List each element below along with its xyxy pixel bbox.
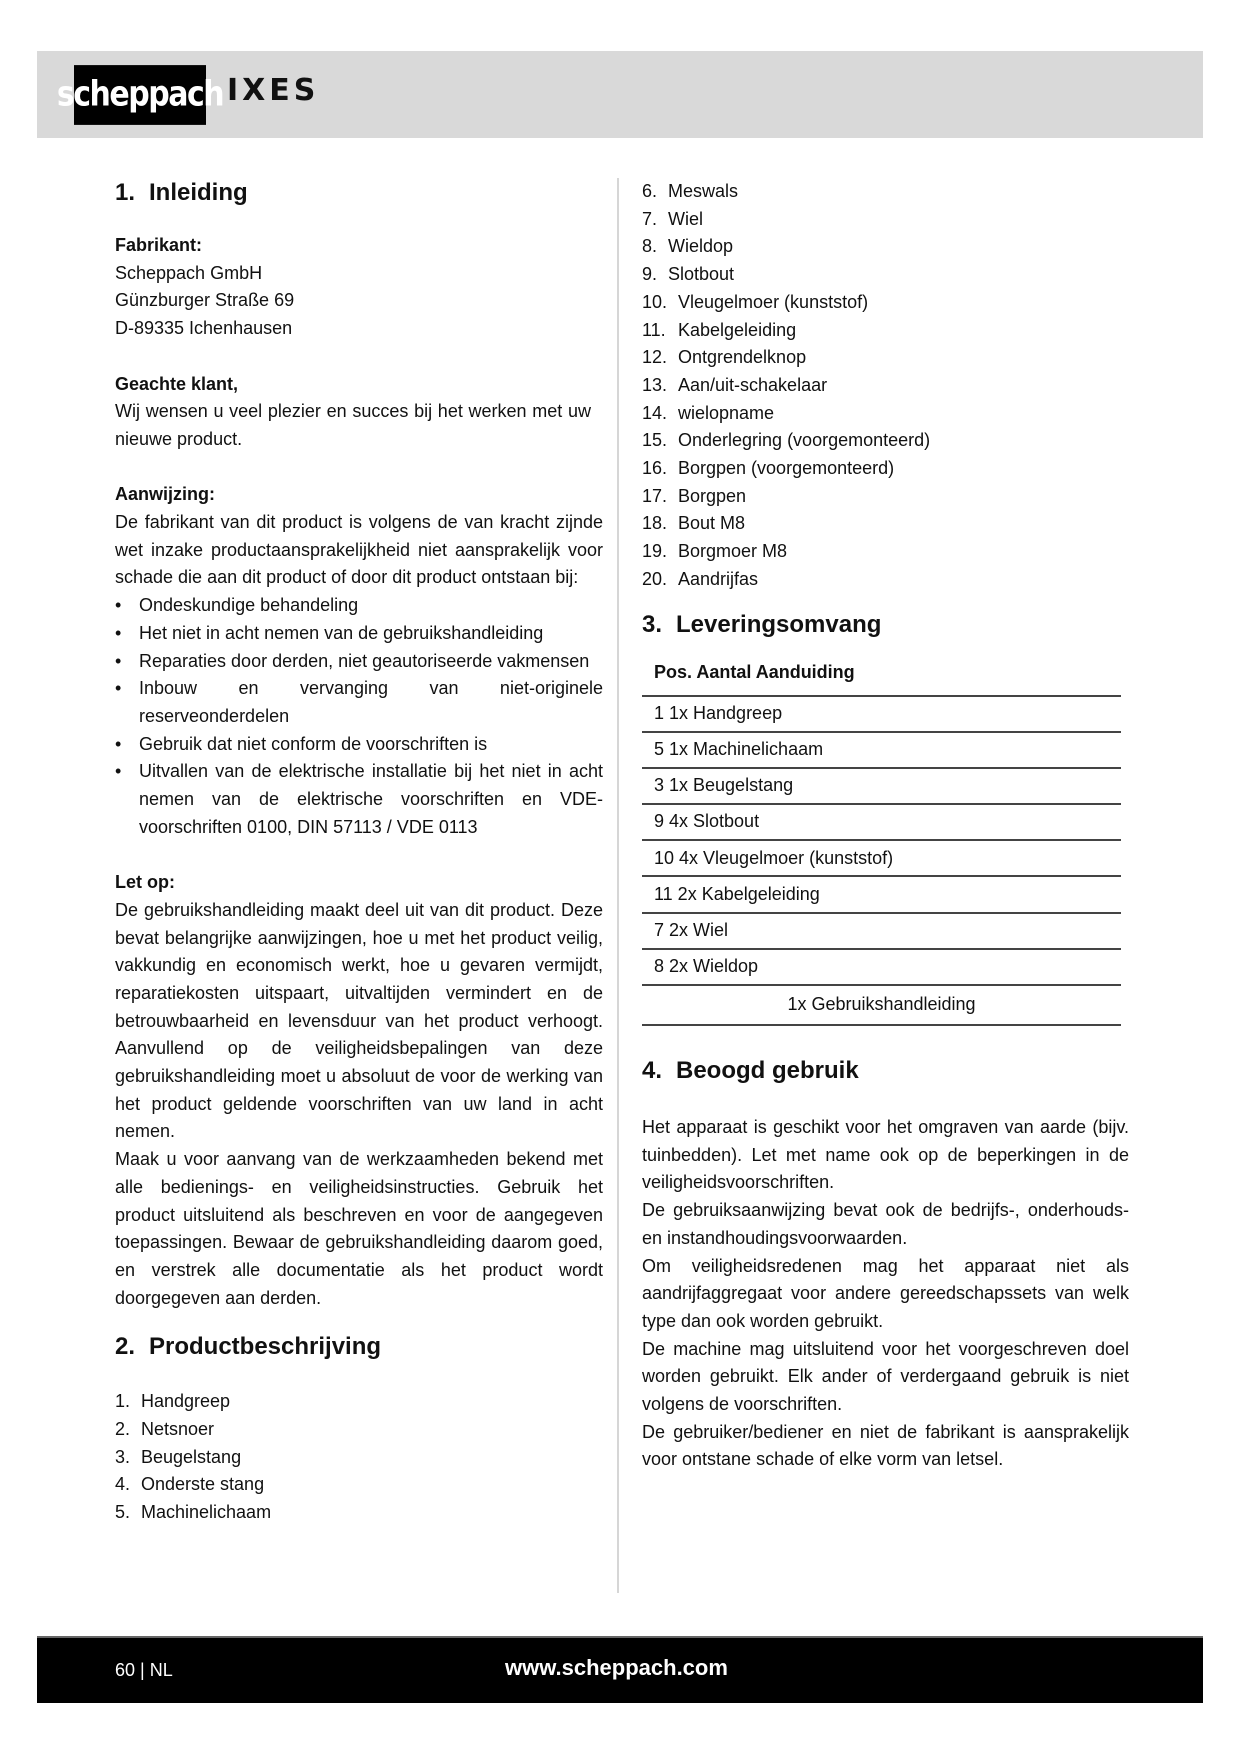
intended-use-paragraph: Om veiligheidsredenen mag het apparaat niet als aandrijfaggregaat voor andere gereedschapssets van welk type dan ook worden gebruikt. <box>642 1255 1129 1331</box>
left-column <box>115 178 603 1527</box>
list-item: 9. Slotbout <box>642 264 735 285</box>
list-item: • Gebruik dat niet conform de voorschriften is <box>115 731 603 759</box>
list-item: 18. Bout M8 <box>642 513 746 534</box>
intended-use-paragraph: De machine mag uitsluitend voor het voorgeschreven doel worden gebruikt. Elk ander of verdergaand gebruik is niet volgens de voorschriften. <box>642 1338 1129 1415</box>
table-row: 1x Gebruikshandleiding <box>642 985 1121 1025</box>
list-item: 19. Borgmoer M8 <box>642 541 788 562</box>
section-title-product-description: 2. Productbeschrijving <box>115 1333 382 1361</box>
attention-text-2: Maak u voor aanvang van de werkzaamheden bekend met alle bedienings- en veiligheidsinstructies. Gebruik het product uitsluitend als beschreven en voor de aangegeven toepassingen. Bewaar de gebruikshandleiding daarom goed, en verstrek alle documentatie als het product wordt doorgegeven aan derden. <box>115 1149 603 1308</box>
manufacturer-street: Günzburger Straße 69 <box>115 290 295 311</box>
list-item: 15. Onderlegring (voorgemonteerd) <box>642 430 931 451</box>
list-item: 13. Aan/uit-schakelaar <box>642 374 828 395</box>
header-band <box>37 51 1203 138</box>
right-column <box>642 178 1129 1474</box>
list-item: 3. Beugelstang <box>115 1446 242 1467</box>
intended-use-paragraph: De gebruiker/bediener en niet de fabrikant is aansprakelijk voor ontstane schade of elke vorm van letsel. <box>642 1421 1129 1470</box>
list-item: 16. Borgpen (voorgemonteerd) <box>642 458 895 479</box>
intended-use-paragraph: Het apparaat is geschikt voor het omgraven van aarde (bijv. tuinbedden). Let met name ook op de beperkingen in de veiligheidsvoorschriften. <box>642 1117 1129 1193</box>
table-row: 7 2x Wiel <box>642 913 1121 949</box>
list-item: • Reparaties door derden, niet geautoriseerde vakmensen <box>115 648 603 676</box>
table-row: 5 1x Machinelichaam <box>642 732 1121 768</box>
note-text: De fabrikant van dit product is volgens de van kracht zijnde wet inzake productaansprakelijkheid niet aansprakelijk voor schade die aan dit product of door dit product ontstaan bij: <box>115 512 603 588</box>
intended-use-paragraph: De gebruiksaanwijzing bevat ook de bedrijfs-, onderhouds- en instandhoudingsvoorwaarden. <box>642 1200 1129 1248</box>
list-item: 17. Borgpen <box>642 485 747 506</box>
table-row: 3 1x Beugelstang <box>642 768 1121 804</box>
page-footer <box>37 1636 1203 1703</box>
list-item: 1. Handgreep <box>115 1391 231 1412</box>
scheppach-logo: scheppach <box>74 65 206 125</box>
parts-list-right <box>642 178 1129 594</box>
table-row: 11 2x Kabelgeleiding <box>642 876 1121 912</box>
section-title-intro: 1. Inleiding <box>115 179 248 206</box>
list-item: • Ondeskundige behandeling <box>115 592 603 620</box>
list-item: 8. Wieldop <box>642 236 734 257</box>
list-item: 7. Wiel <box>642 208 703 229</box>
greeting-text: Wij wensen u veel plezier en succes bij het werken met uw nieuwe product. <box>115 401 591 449</box>
attention-text: De gebruikshandleiding maakt deel uit van dit product. Deze bevat belangrijke aanwijzingen, hoe u met het product veilig, vakkundig en economisch werkt, hoe u gevaren vermijdt, reparatiekosten uitspaart, uitvaltijden vermindert en de betrouwbaarheid en levensduur van het product verhoogt. Aanvullend op de veiligheidsbepalingen van deze gebruikshandleiding moet u absoluut de voor de werking van het product geldende voorschriften van uw land in acht nemen. <box>115 899 603 1142</box>
list-item: 20. Aandrijfas <box>642 568 759 589</box>
page-number: 60 | NL <box>115 1660 173 1680</box>
parts-list-left <box>115 1388 603 1527</box>
list-item: 6. Meswals <box>642 181 739 201</box>
table-row: 1 1x Handgreep <box>642 696 1121 732</box>
list-item: • Uitvallen van de elektrische installatie bij het niet in acht nemen van de elektrische voorschriften en VDE-voorschriften 0100, DIN 57113 / VDE 0113 <box>115 758 603 841</box>
list-item: 12. Ontgrendelknop <box>642 347 807 368</box>
table-row: 8 2x Wieldop <box>642 949 1121 985</box>
column-divider <box>617 178 619 1593</box>
scope-of-delivery-table <box>642 640 1121 1027</box>
liability-list <box>115 592 603 841</box>
table-header: Pos. Aantal Aanduiding <box>642 640 1121 696</box>
list-item: • Het niet in acht nemen van de gebruikshandleiding <box>115 620 603 648</box>
list-item: • Inbouw en vervanging van niet-originele reserveonderdelen <box>115 675 603 730</box>
list-item: 2. Netsnoer <box>115 1419 215 1440</box>
website-link[interactable]: www.scheppach.com <box>505 1655 728 1680</box>
list-item: 4. Onderste stang <box>115 1474 265 1495</box>
list-item: 10. Vleugelmoer (kunststof) <box>642 291 869 312</box>
greeting-label: Geachte klant, <box>115 373 239 394</box>
ixes-logo: IXES <box>227 73 320 108</box>
list-item: 11. Kabelgeleiding <box>642 319 797 340</box>
section-title-intended-use: 4. Beoogd gebruik <box>642 1057 859 1085</box>
list-item: 14. wielopname <box>642 402 775 423</box>
attention-label: Let op: <box>115 872 175 893</box>
table-row: 10 4x Vleugelmoer (kunststof) <box>642 840 1121 876</box>
manufacturer-name: Scheppach GmbH <box>115 262 263 283</box>
manufacturer-label: Fabrikant: <box>115 235 203 255</box>
table-row: 9 4x Slotbout <box>642 804 1121 840</box>
note-label: Aanwijzing: <box>115 484 215 505</box>
list-item: 5. Machinelichaam <box>115 1502 272 1523</box>
section-title-scope-of-delivery: 3. Leveringsomvang <box>642 610 882 638</box>
manufacturer-city: D-89335 Ichenhausen <box>115 318 293 339</box>
